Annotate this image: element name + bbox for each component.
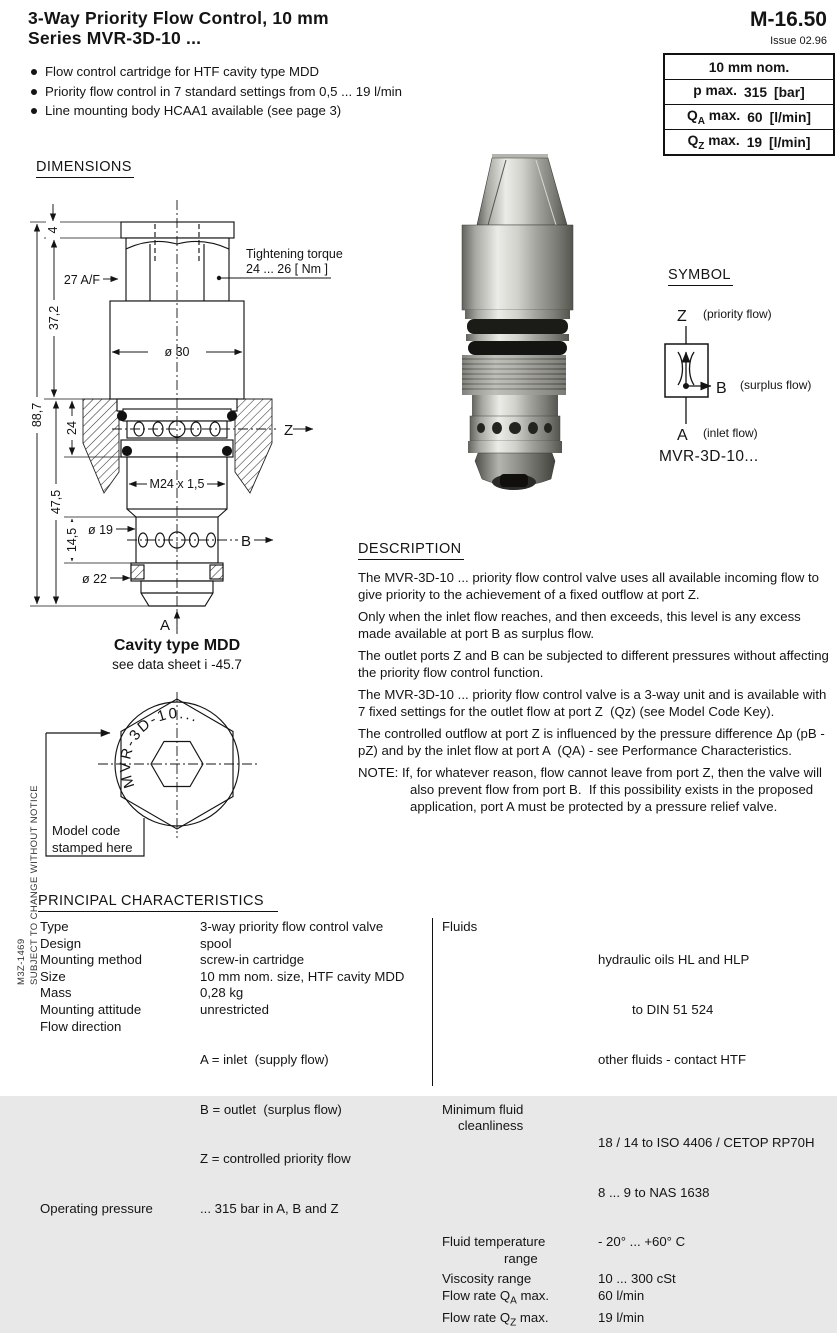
description-paragraph: Only when the inlet flow reaches, and then exceeds, this level is any excess made available at port B as surplus flow. [358, 609, 805, 641]
dim-37-2: 37,2 [47, 305, 61, 331]
document-number: M-16.50 [749, 8, 827, 31]
dim-dia19: ø 19 [87, 523, 113, 537]
dim-14-5: 14,5 [65, 527, 79, 553]
torque-note-line2: 24 ... 26 [ Nm ] [246, 262, 328, 276]
description-heading: DESCRIPTION [358, 541, 464, 560]
char-row: Fluids hydraulic oils HL and HLP to DIN 51 524 other fluids - contact HTF [442, 919, 750, 1067]
characteristics-right-column [442, 919, 832, 1333]
char-row: Mass 0,28 kg [40, 985, 244, 1001]
spec-row-size: 10 mm nom. [708, 59, 790, 75]
symbol-a-desc: (inlet flow) [703, 426, 758, 440]
char-row: Fluid temperature range - 20° ... +60° C [442, 1234, 686, 1266]
change-notice-vertical: SUBJECT TO CHANGE WITHOUT NOTICE [29, 784, 40, 985]
cavity-title: Cavity type MDD [113, 637, 241, 654]
column-divider [432, 918, 433, 1086]
hydraulic-symbol [648, 298, 837, 444]
char-row: Mounting attitude unrestricted [40, 1001, 269, 1017]
dimensions-heading: DIMENSIONS [36, 159, 134, 178]
spec-row-qz: $Q_Z$ max. 19 [l/min] [665, 129, 833, 154]
spec-row-qa: $Q_A$ max. 60 [l/min] [665, 104, 833, 129]
bullet-item: Priority flow control in 7 standard settings from 0,5 ... 19 l/min [30, 82, 470, 102]
spec-unit: [bar] [774, 84, 805, 100]
char-row: Flow rate $Q_Z$ max. 19 l/min [442, 1310, 645, 1329]
stamp-text: MVR-3D-10... [117, 704, 202, 791]
dim-47-5: 47,5 [49, 489, 63, 515]
spec-table [663, 53, 835, 156]
symbol-port-b: B [716, 380, 727, 397]
char-row: Size 10 mm nom. size, HTF cavity MDD [40, 968, 405, 984]
dim-88-7: 88,7 [30, 402, 44, 428]
port-a-label: A [160, 617, 171, 634]
port-z-label: Z [284, 422, 294, 439]
product-photo [448, 152, 588, 497]
description-paragraph: The outlet ports Z and B can be subjected to different pressures without affecting the priority flow control function. [358, 648, 833, 680]
symbol-port-z: Z [677, 308, 687, 325]
dim-thread: M24 x 1,5 [149, 477, 205, 491]
description-note [358, 764, 836, 815]
spec-value: 315 [744, 84, 768, 100]
symbol-port-a: A [677, 427, 688, 444]
title-line-1: 3-Way Priority Flow Control, 10 mm [28, 8, 329, 28]
title-line-2: Series MVR-3D-10 ... [28, 28, 202, 48]
description-paragraph: The MVR-3D-10 ... priority flow control valve uses all available incoming flow to give priority to the achievement of a fixed outflow at port Z. [358, 570, 823, 602]
char-row: Flow rate $Q_A$ max. 60 l/min [442, 1288, 645, 1307]
spec-unit: [l/min] [769, 134, 811, 150]
char-row: Design spool [40, 935, 232, 951]
symbol-z-desc: (priority flow) [703, 307, 772, 321]
issue-label: Issue 02.96 [770, 35, 827, 47]
description-paragraph: The MVR-3D-10 ... priority flow control valve is a 3-way unit and is available with 7 fixed settings for the outlet flow at port Z (Qz) (see Model Code Key). [358, 687, 831, 719]
model-code-note [52, 823, 133, 855]
feature-bullets [30, 62, 470, 121]
dimension-drawing [20, 182, 343, 640]
page-title [28, 8, 329, 48]
dim-dia30: ø 30 [164, 345, 190, 359]
symbol-heading: SYMBOL [668, 267, 733, 286]
characteristics-heading: PRINCIPAL CHARACTERISTICS [38, 893, 278, 912]
spec-unit: [l/min] [769, 109, 811, 125]
model-note-line1: Model code [52, 823, 121, 838]
cavity-stamp-drawing [25, 672, 315, 872]
symbol-b-desc: (surplus flow) [740, 378, 812, 392]
port-b-label: B [241, 533, 252, 550]
bullet-item: Flow control cartridge for HTF cavity type MDD [30, 62, 470, 82]
char-row: Mounting method screw-in cartridge [40, 952, 305, 968]
dim-4: 4 [46, 226, 60, 234]
bullet-item: Line mounting body HCAA1 available (see page 3) [30, 101, 470, 121]
note-label: NOTE: [358, 765, 399, 780]
dim-24: 24 [65, 421, 79, 435]
char-row: Minimum fluid cleanliness 18 / 14 to ISO 4406 / CETOP RP70H 8 ... 9 to NAS 1638 [442, 1101, 815, 1200]
hex-af-label: 27 A/F [63, 273, 100, 287]
cavity-subtitle: see data sheet i -45.7 [112, 657, 242, 672]
model-note-line2: stamped here [52, 840, 133, 855]
form-code-vertical: M3Z-1469 [16, 938, 27, 985]
char-row: Flow direction A = inlet (supply flow) B = outlet (surplus flow) Z = controlled priority flow [40, 1018, 351, 1167]
note-text: If, for whatever reason, flow cannot leave from port Z, then the valve will also prevent flow from port B. If this possibility exists in the proposed application, port A must be protected by a pressure relief valve. [398, 765, 826, 814]
characteristics-left-column [40, 919, 428, 1218]
torque-note-line1: Tightening torque [246, 247, 343, 261]
spec-value: 19 [746, 134, 763, 150]
description-body [358, 569, 836, 820]
char-row: Type 3-way priority flow control valve [40, 919, 384, 934]
symbol-model-label: MVR-3D-10... [659, 448, 759, 465]
spec-row-pressure: p max. 315 [bar] [665, 79, 833, 104]
spec-value: 60 [747, 109, 763, 125]
char-row: Viscosity range 10 ... 300 cSt [442, 1271, 676, 1287]
char-row: Operating pressure ... 315 bar in A, B and Z [40, 1201, 339, 1217]
description-paragraph: The controlled outflow at port Z is influenced by the pressure difference Δp (pB - pZ) and by the inlet flow at port A (QA) - see Performance Characteristics. [358, 726, 829, 758]
dim-dia22: ø 22 [81, 572, 107, 586]
